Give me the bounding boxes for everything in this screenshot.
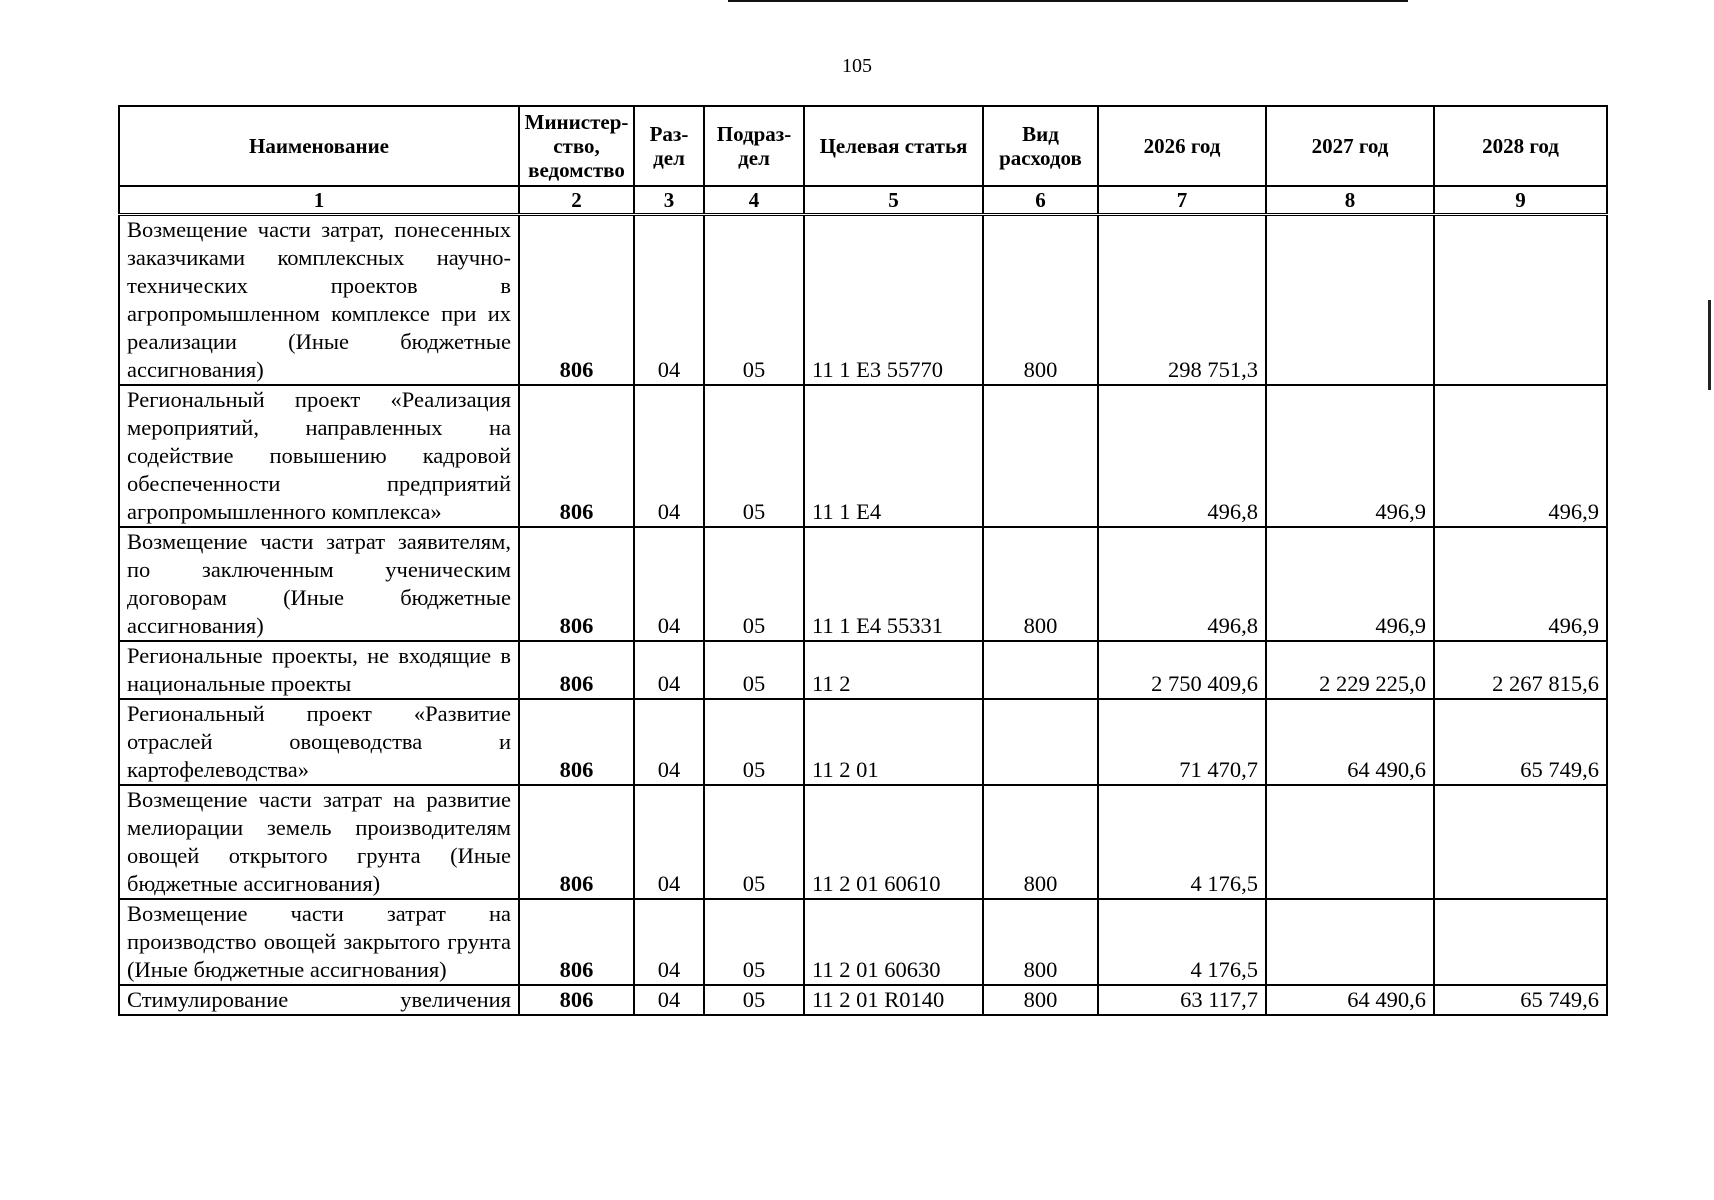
table-row bbox=[119, 985, 1607, 1015]
row-2028: 65 749,6 bbox=[1434, 985, 1607, 1015]
header-2027: 2027 год bbox=[1266, 106, 1434, 186]
row-2028: 496,9 bbox=[1434, 527, 1607, 641]
row-name: Региональные проекты, не входящие в национальные проекты bbox=[119, 641, 519, 699]
column-number: 2 bbox=[519, 186, 634, 215]
row-razdel: 04 bbox=[634, 641, 704, 699]
row-target: 11 2 bbox=[804, 641, 983, 699]
row-2028 bbox=[1434, 899, 1607, 985]
row-vid bbox=[983, 699, 1098, 785]
column-number: 9 bbox=[1434, 186, 1607, 215]
column-number: 7 bbox=[1098, 186, 1266, 215]
row-2027: 496,9 bbox=[1266, 527, 1434, 641]
row-podrazdel: 05 bbox=[704, 699, 804, 785]
row-2027: 2 229 225,0 bbox=[1266, 641, 1434, 699]
row-2028: 496,9 bbox=[1434, 385, 1607, 527]
row-2026: 496,8 bbox=[1098, 385, 1266, 527]
row-podrazdel: 05 bbox=[704, 641, 804, 699]
row-2026: 71 470,7 bbox=[1098, 699, 1266, 785]
row-target: 11 2 01 60610 bbox=[804, 785, 983, 899]
row-razdel: 04 bbox=[634, 899, 704, 985]
table-row bbox=[119, 899, 1607, 985]
row-name: Возмещение части затрат на развитие мелиорации земель производителям овощей открытого грунта (Иные бюджетные ассигнования) bbox=[119, 785, 519, 899]
top-border-line bbox=[728, 0, 1408, 2]
row-2027: 64 490,6 bbox=[1266, 985, 1434, 1015]
row-vid: 800 bbox=[983, 527, 1098, 641]
row-ministry: 806 bbox=[519, 527, 634, 641]
row-2027 bbox=[1266, 215, 1434, 386]
column-number: 5 bbox=[804, 186, 983, 215]
column-number-row bbox=[119, 186, 1607, 215]
row-vid: 800 bbox=[983, 785, 1098, 899]
scan-edge-mark bbox=[1708, 300, 1711, 390]
row-vid: 800 bbox=[983, 899, 1098, 985]
row-2026: 63 117,7 bbox=[1098, 985, 1266, 1015]
row-2027: 496,9 bbox=[1266, 385, 1434, 527]
header-name: Наименование bbox=[119, 106, 519, 186]
table-row bbox=[119, 785, 1607, 899]
header-row bbox=[119, 106, 1607, 186]
row-name: Стимулирование увеличения bbox=[119, 985, 519, 1015]
row-2026: 2 750 409,6 bbox=[1098, 641, 1266, 699]
column-number: 3 bbox=[634, 186, 704, 215]
row-podrazdel: 05 bbox=[704, 785, 804, 899]
row-vid: 800 bbox=[983, 215, 1098, 386]
row-2028: 2 267 815,6 bbox=[1434, 641, 1607, 699]
header-2026: 2026 год bbox=[1098, 106, 1266, 186]
row-vid: 800 bbox=[983, 985, 1098, 1015]
row-target: 11 2 01 60630 bbox=[804, 899, 983, 985]
header-ministry: Министер-ство, ведомство bbox=[519, 106, 634, 186]
row-vid bbox=[983, 641, 1098, 699]
column-number: 4 bbox=[704, 186, 804, 215]
row-ministry: 806 bbox=[519, 699, 634, 785]
row-2028 bbox=[1434, 785, 1607, 899]
row-ministry: 806 bbox=[519, 641, 634, 699]
column-number: 6 bbox=[983, 186, 1098, 215]
table-row bbox=[119, 699, 1607, 785]
table-row bbox=[119, 385, 1607, 527]
row-ministry: 806 bbox=[519, 899, 634, 985]
column-number: 8 bbox=[1266, 186, 1434, 215]
row-2027 bbox=[1266, 899, 1434, 985]
row-2026: 298 751,3 bbox=[1098, 215, 1266, 386]
row-razdel: 04 bbox=[634, 785, 704, 899]
row-name: Региональный проект «Развитие отраслей овощеводства и картофелеводства» bbox=[119, 699, 519, 785]
row-2026: 4 176,5 bbox=[1098, 899, 1266, 985]
table-row bbox=[119, 527, 1607, 641]
row-name: Возмещение части затрат на производство овощей закрытого грунта (Иные бюджетные ассигнования) bbox=[119, 899, 519, 985]
page-number: 105 bbox=[842, 55, 872, 77]
row-podrazdel: 05 bbox=[704, 527, 804, 641]
row-target: 11 1 Е3 55770 bbox=[804, 215, 983, 386]
row-2027 bbox=[1266, 785, 1434, 899]
row-razdel: 04 bbox=[634, 985, 704, 1015]
row-ministry: 806 bbox=[519, 785, 634, 899]
row-2026: 496,8 bbox=[1098, 527, 1266, 641]
row-podrazdel: 05 bbox=[704, 385, 804, 527]
row-target: 11 1 Е4 bbox=[804, 385, 983, 527]
row-2027: 64 490,6 bbox=[1266, 699, 1434, 785]
column-number: 1 bbox=[119, 186, 519, 215]
header-razdel: Раз-дел bbox=[634, 106, 704, 186]
row-podrazdel: 05 bbox=[704, 899, 804, 985]
header-vid: Вид расходов bbox=[983, 106, 1098, 186]
row-2026: 4 176,5 bbox=[1098, 785, 1266, 899]
row-ministry: 806 bbox=[519, 215, 634, 386]
header-target: Целевая статья bbox=[804, 106, 983, 186]
row-razdel: 04 bbox=[634, 699, 704, 785]
row-2028 bbox=[1434, 215, 1607, 386]
row-target: 11 2 01 R0140 bbox=[804, 985, 983, 1015]
budget-table bbox=[118, 105, 1608, 1016]
row-podrazdel: 05 bbox=[704, 215, 804, 386]
row-ministry: 806 bbox=[519, 385, 634, 527]
row-name: Возмещение части затрат заявителям, по заключенным ученическим договорам (Иные бюджетные ассигнования) bbox=[119, 527, 519, 641]
row-target: 11 1 Е4 55331 bbox=[804, 527, 983, 641]
table-row bbox=[119, 641, 1607, 699]
row-ministry: 806 bbox=[519, 985, 634, 1015]
row-podrazdel: 05 bbox=[704, 985, 804, 1015]
table-row bbox=[119, 215, 1607, 386]
row-2028: 65 749,6 bbox=[1434, 699, 1607, 785]
row-name: Возмещение части затрат, понесенных заказчиками комплексных научно-технических проектов в агропромышленном комплексе при их реализации (Иные бюджетные ассигнования) bbox=[119, 215, 519, 386]
row-name: Региональный проект «Реализация мероприятий, направленных на содействие повышению кадровой обеспеченности предприятий агропромышленного комплекса» bbox=[119, 385, 519, 527]
header-podrazdel: Подраз-дел bbox=[704, 106, 804, 186]
row-target: 11 2 01 bbox=[804, 699, 983, 785]
row-razdel: 04 bbox=[634, 215, 704, 386]
row-razdel: 04 bbox=[634, 527, 704, 641]
row-razdel: 04 bbox=[634, 385, 704, 527]
row-vid bbox=[983, 385, 1098, 527]
header-2028: 2028 год bbox=[1434, 106, 1607, 186]
